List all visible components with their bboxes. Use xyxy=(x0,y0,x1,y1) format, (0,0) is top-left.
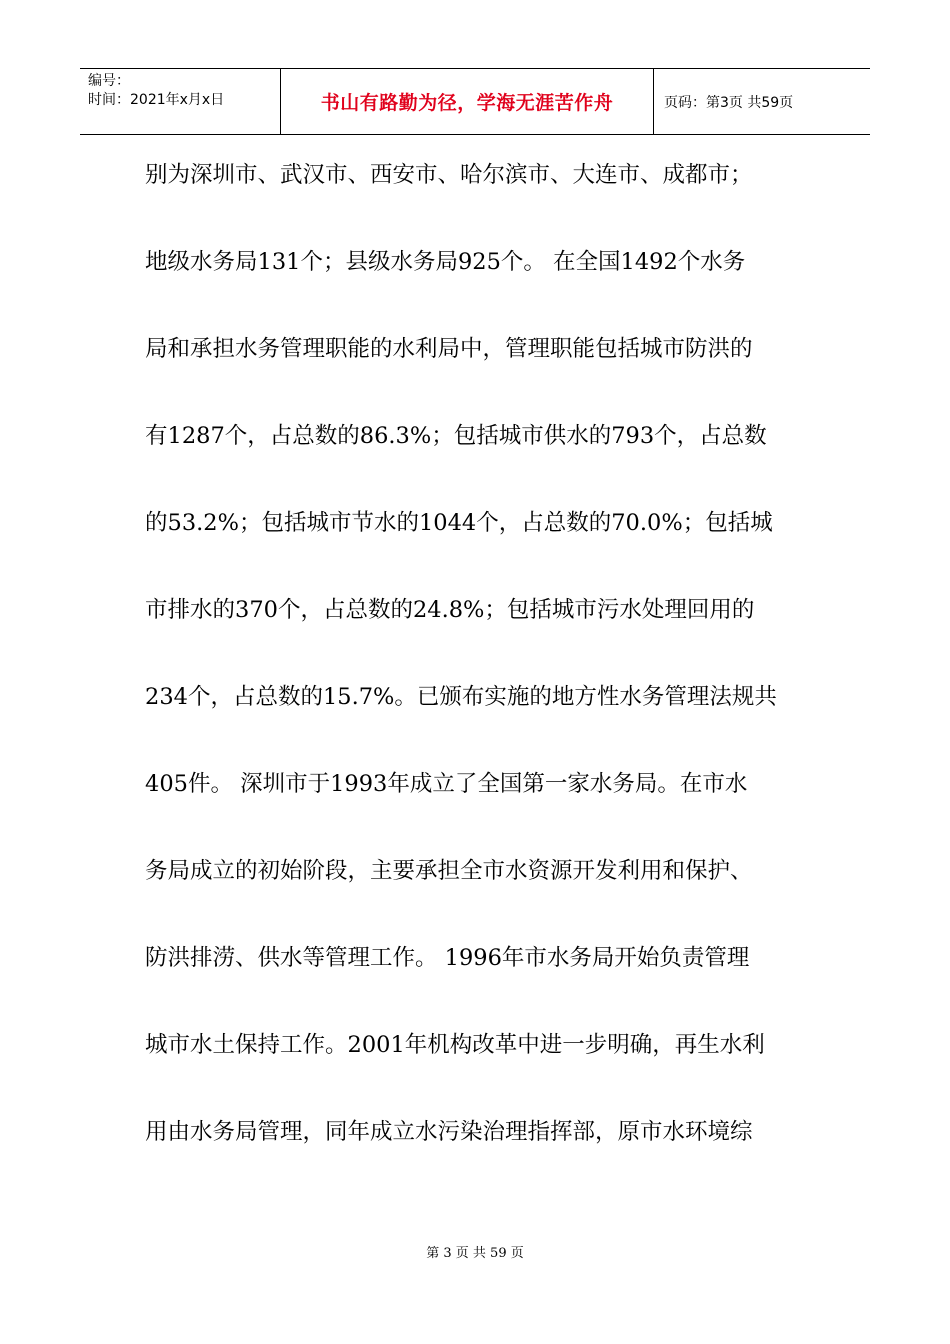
text-line: 局和承担水务管理职能的水利局中，管理职能包括城市防洪的 xyxy=(145,336,753,362)
text-line: 234个，占总数的15.7%。已颁布实施的地方性水务管理法规共 xyxy=(145,684,777,710)
text-line: 的53.2%；包括城市节水的1044个，占总数的70.0%；包括城 xyxy=(145,510,773,536)
header-motto: 书山有路勤为径，学海无涯苦作舟 xyxy=(281,69,654,134)
text-line: 地级水务局131个；县级水务局925个。 在全国1492个水务 xyxy=(145,249,746,275)
text-line: 市排水的370个，占总数的24.8%；包括城市污水处理回用的 xyxy=(145,597,755,623)
page-header xyxy=(80,68,870,135)
page-footer: 第 3 页 共 59 页 xyxy=(426,1246,524,1261)
text-line: 有1287个，占总数的86.3%；包括城市供水的793个，占总数 xyxy=(145,423,767,449)
text-line: 用由水务局管理，同年成立水污染治理指挥部，原市水环境综 xyxy=(145,1119,753,1145)
text-line: 务局成立的初始阶段，主要承担全市水资源开发利用和保护、 xyxy=(145,858,753,884)
header-page-info: 页码：第3页 共59页 xyxy=(664,94,794,111)
document-date-label: 时间：2021年x月x日 xyxy=(88,92,225,108)
text-line: 防洪排涝、供水等管理工作。 1996年市水务局开始负责管理 xyxy=(145,945,750,971)
document-number-label: 编号： xyxy=(88,73,130,89)
text-line: 别为深圳市、武汉市、西安市、哈尔滨市、大连市、成都市； xyxy=(145,162,753,188)
text-line: 405件。 深圳市于1993年成立了全国第一家水务局。在市水 xyxy=(145,771,748,797)
text-line: 城市水土保持工作。2001年机构改革中进一步明确，再生水利 xyxy=(145,1032,765,1058)
header-meta-cell xyxy=(80,69,281,134)
